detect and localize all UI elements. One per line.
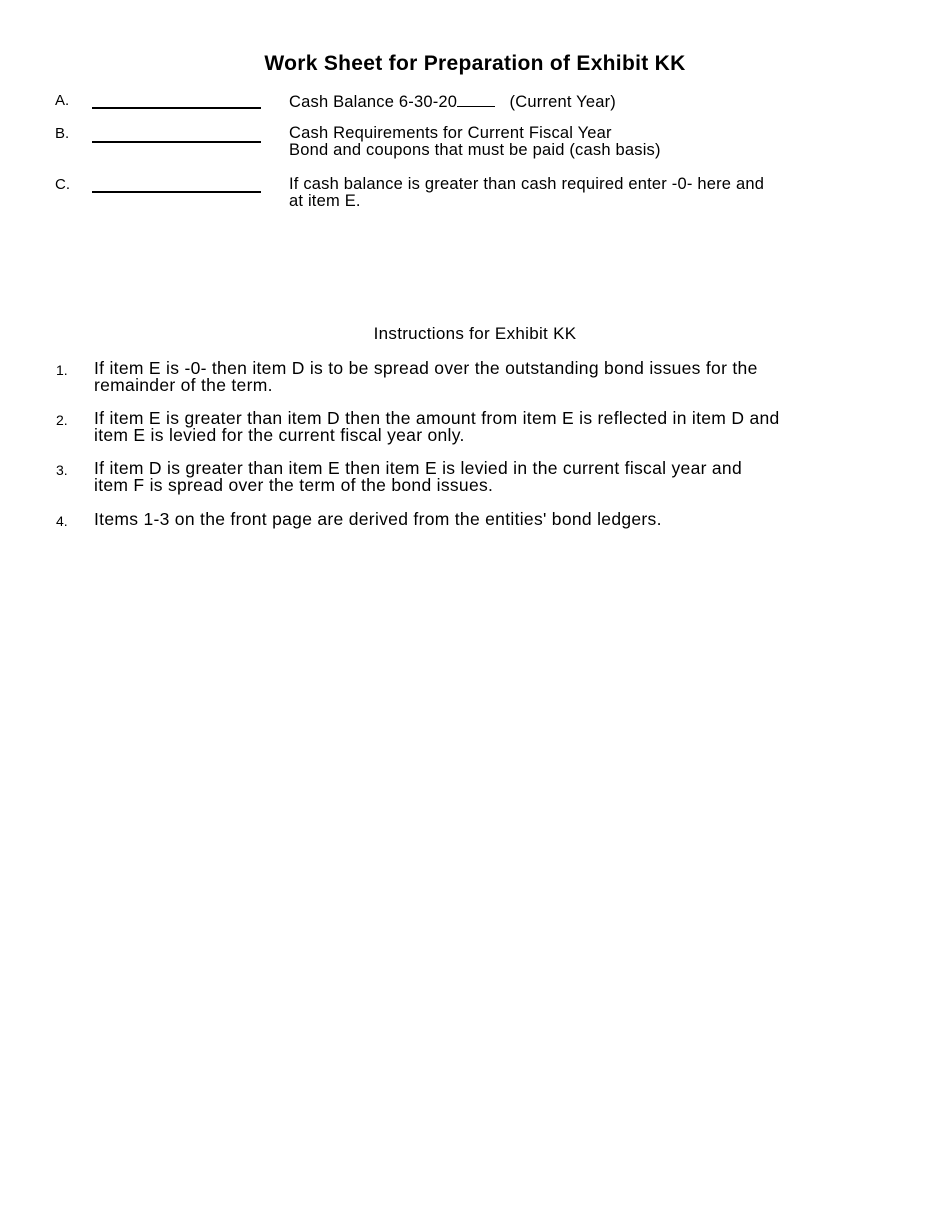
instruction-text [94,410,902,444]
instruction-line: If item E is greater than item D then the amount from item E is reflected in item D and [94,408,780,428]
row-text-c [289,176,899,210]
instruction-line: Items 1-3 on the front page are derived from the entities' bond ledgers. [94,509,662,529]
instruction-line: If item E is -0- then item D is to be spread over the outstanding bond issues for the [94,358,758,378]
instruction-number: 4. [56,513,68,529]
instruction-text [94,460,902,494]
instruction-text [94,360,902,394]
page-title: Work Sheet for Preparation of Exhibit KK [264,52,686,75]
current-year-label: (Current Year) [509,93,616,111]
amount-blank-a[interactable] [92,107,261,109]
cash-balance-label: Cash Balance 6-30-20 [289,93,458,111]
row-text-b [289,125,899,159]
amount-blank-c[interactable] [92,191,261,193]
instruction-text [94,511,902,528]
instruction-line: item E is levied for the current fiscal year only. [94,425,465,445]
cash-requirements-label: Cash Requirements for Current Fiscal Year [289,124,612,142]
instructions-title: Instructions for Exhibit KK [373,324,577,343]
row-letter-a: A. [55,92,70,109]
instruction-line: If item D is greater than item E then item E is levied in the current fiscal year and [94,458,742,478]
instruction-number: 1. [56,362,68,378]
year-blank[interactable] [457,92,495,107]
instruction-line: remainder of the term. [94,375,273,395]
instruction-line: item F is spread over the term of the bond issues. [94,475,494,495]
cash-balance-instruction-line2: at item E. [289,192,361,210]
row-letter-b: B. [55,125,70,142]
instruction-number: 3. [56,462,68,478]
instruction-number: 2. [56,412,68,428]
amount-blank-b[interactable] [92,141,261,143]
row-letter-c: C. [55,176,70,193]
cash-balance-instruction-line1: If cash balance is greater than cash required enter -0- here and [289,175,765,193]
bond-coupons-label: Bond and coupons that must be paid (cash basis) [289,141,661,159]
row-text-a [289,92,899,111]
